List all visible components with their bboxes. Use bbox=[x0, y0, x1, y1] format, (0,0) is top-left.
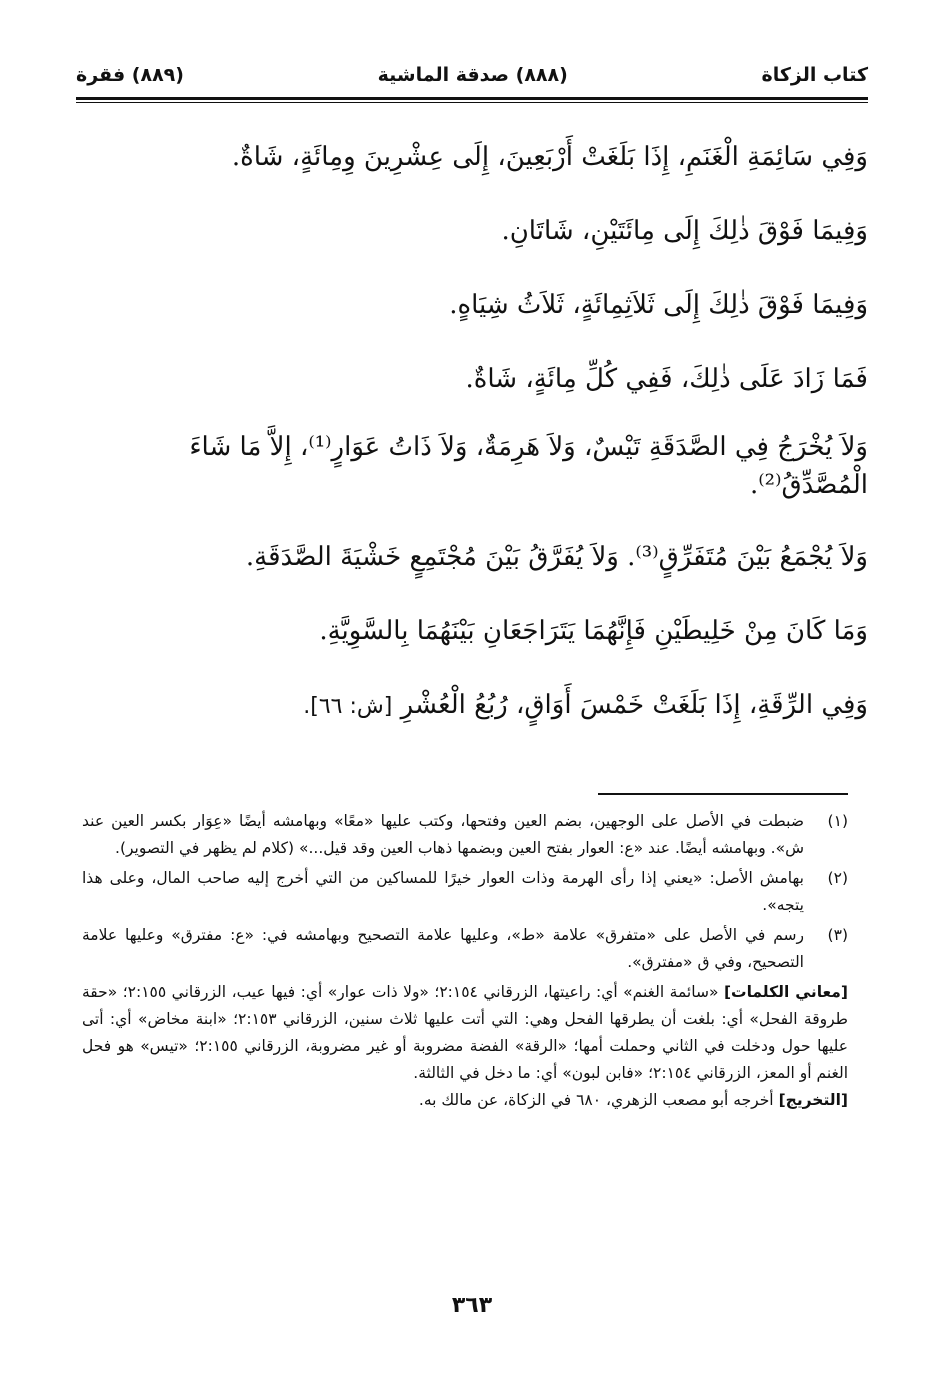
takhrij-text: أخرجه أبو مصعب الزهري، ٦٨٠ في الزكاة، عن مالك به. bbox=[418, 1091, 774, 1109]
word-meanings-text: «سائمة الغنم» أي: راعيتها، الزرقاني ٢:١٥٤؛ «ولا ذات عوار» أي: فيها عيب، الزرقاني ٢:١٥٥؛ «حقة طروقة الفحل» أي: بلغت أن يطرقها الفحل وهي: التي أتت عليها ثلاث سنين، الزرقاني ٢:١٥٣؛ «ابنة مخاض» أي: أتى عليها حول ودخلت في الثاني وحملت أمها؛ «الرقة» الفضة مضروبة أو غير مضروبة، الزرقاني ٢:١٥٥؛ «تيس» هو فحل الغنم أو المعز، الزرقاني ٢:١٥٤؛ «فابن لبون» أي: ما دخل في الثالثة. bbox=[82, 983, 848, 1082]
footnote-text: رسم في الأصل على «متفرق» علامة «ط»، وعليها علامة التصحيح وبهامشه في: «ع: مفترق» وعليها علامة التصحيح، وفي ق «مفترق». bbox=[82, 926, 804, 971]
header-rule bbox=[76, 97, 868, 100]
hadith-text bbox=[76, 138, 868, 726]
chapter-title: (٨٨٨) صدقة الماشية bbox=[377, 64, 568, 86]
verse-line: وَفِي سَائِمَةِ الْغَنَمِ، إِذَا بَلَغَتْ أَرْبَعِينَ، إِلَى عِشْرِينَ وِمِائَةٍ، شَاةٌ. bbox=[231, 142, 868, 172]
footnotes bbox=[82, 808, 848, 1114]
verse-line: وَفِيمَا فَوْقَ ذٰلِكَ إِلَى مِائَتَيْنِ، شَاتَانِ. bbox=[501, 216, 868, 246]
footnote-number: (١) bbox=[827, 812, 848, 830]
verse-line: وَلاَ يُجْمَعُ بَيْنَ مُتَفَرِّقٍ⁽³⁾. وَلاَ يُفَرَّقُ بَيْنَ مُجْتَمِعٍ خَشْيَةَ الصَّدَقَةِ. bbox=[245, 542, 868, 572]
takhrij bbox=[82, 1087, 848, 1114]
verse-text: وَفِي الرِّقَةِ، إِذَا بَلَغَتْ خَمْسَ أَوَاقٍ، رُبُعُ الْعُشْرِ bbox=[400, 690, 868, 720]
footnote bbox=[82, 865, 848, 919]
footnote bbox=[82, 922, 848, 976]
footnote-number: (٣) bbox=[827, 926, 848, 944]
verse-line: وَفِيمَا فَوْقَ ذٰلِكَ إِلَى ثَلاَثِمِائَةٍ، ثَلاَثُ شِيَاهٍ. bbox=[449, 290, 868, 320]
footnote-text: بهامش الأصل: «يعني إذا رأى الهرمة وذات العوار خيرًا للمساكين من التي أخرج إليه صاحب المال، وعلى هذا يتجه». bbox=[82, 869, 804, 914]
book-title: كتاب الزكاة bbox=[761, 64, 868, 86]
page-number: ٣٦٣ bbox=[451, 1293, 493, 1318]
footnote-number: (٢) bbox=[827, 869, 848, 887]
word-meanings-label: [معاني الكلمات] bbox=[723, 983, 848, 1001]
verse-line: فَمَا زَادَ عَلَى ذٰلِكَ، فَفِي كُلِّ مِائَةٍ، شَاةٌ. bbox=[465, 364, 868, 394]
verse-reference: [ش: ٦٦]. bbox=[303, 694, 393, 719]
takhrij-label: [التخريج] bbox=[778, 1091, 848, 1109]
footnote bbox=[82, 808, 848, 862]
verse-line: وَمَا كَانَ مِنْ خَلِيطَيْنِ فَإِنَّهُمَا يَتَرَاجَعَانِ بَيْنَهُمَا بِالسَّوِيَّةِ. bbox=[319, 616, 868, 646]
footnote-text: ضبطت في الأصل على الوجهين، بضم العين وفتحها، وكتب عليها «معًا» وبهامشه أيضًا «عِوَار بكسر العين عند ش». وبهامشه أيضًا. عند «ع: العوار بفتح العين وبضمها ذهاب العين وقد قيل...» (كلام لم يظهر في التصوير). bbox=[82, 812, 804, 857]
header-rule-thin bbox=[76, 102, 868, 103]
running-header bbox=[76, 58, 868, 92]
word-meanings bbox=[82, 979, 848, 1087]
paragraph-ref: (٨٨٩) فقرة bbox=[76, 64, 184, 86]
verse-line bbox=[76, 686, 868, 726]
verse-line: وَلاَ يُخْرَجُ فِي الصَّدَقَةِ تَيْسٌ، وَلاَ هَرِمَةٌ، وَلاَ ذَاتُ عَوَارٍ⁽¹⁾، إِلاَّ مَا شَاءَ الْمُصَّدِّقُ⁽²⁾. bbox=[189, 432, 868, 500]
footnote-separator bbox=[598, 793, 848, 795]
